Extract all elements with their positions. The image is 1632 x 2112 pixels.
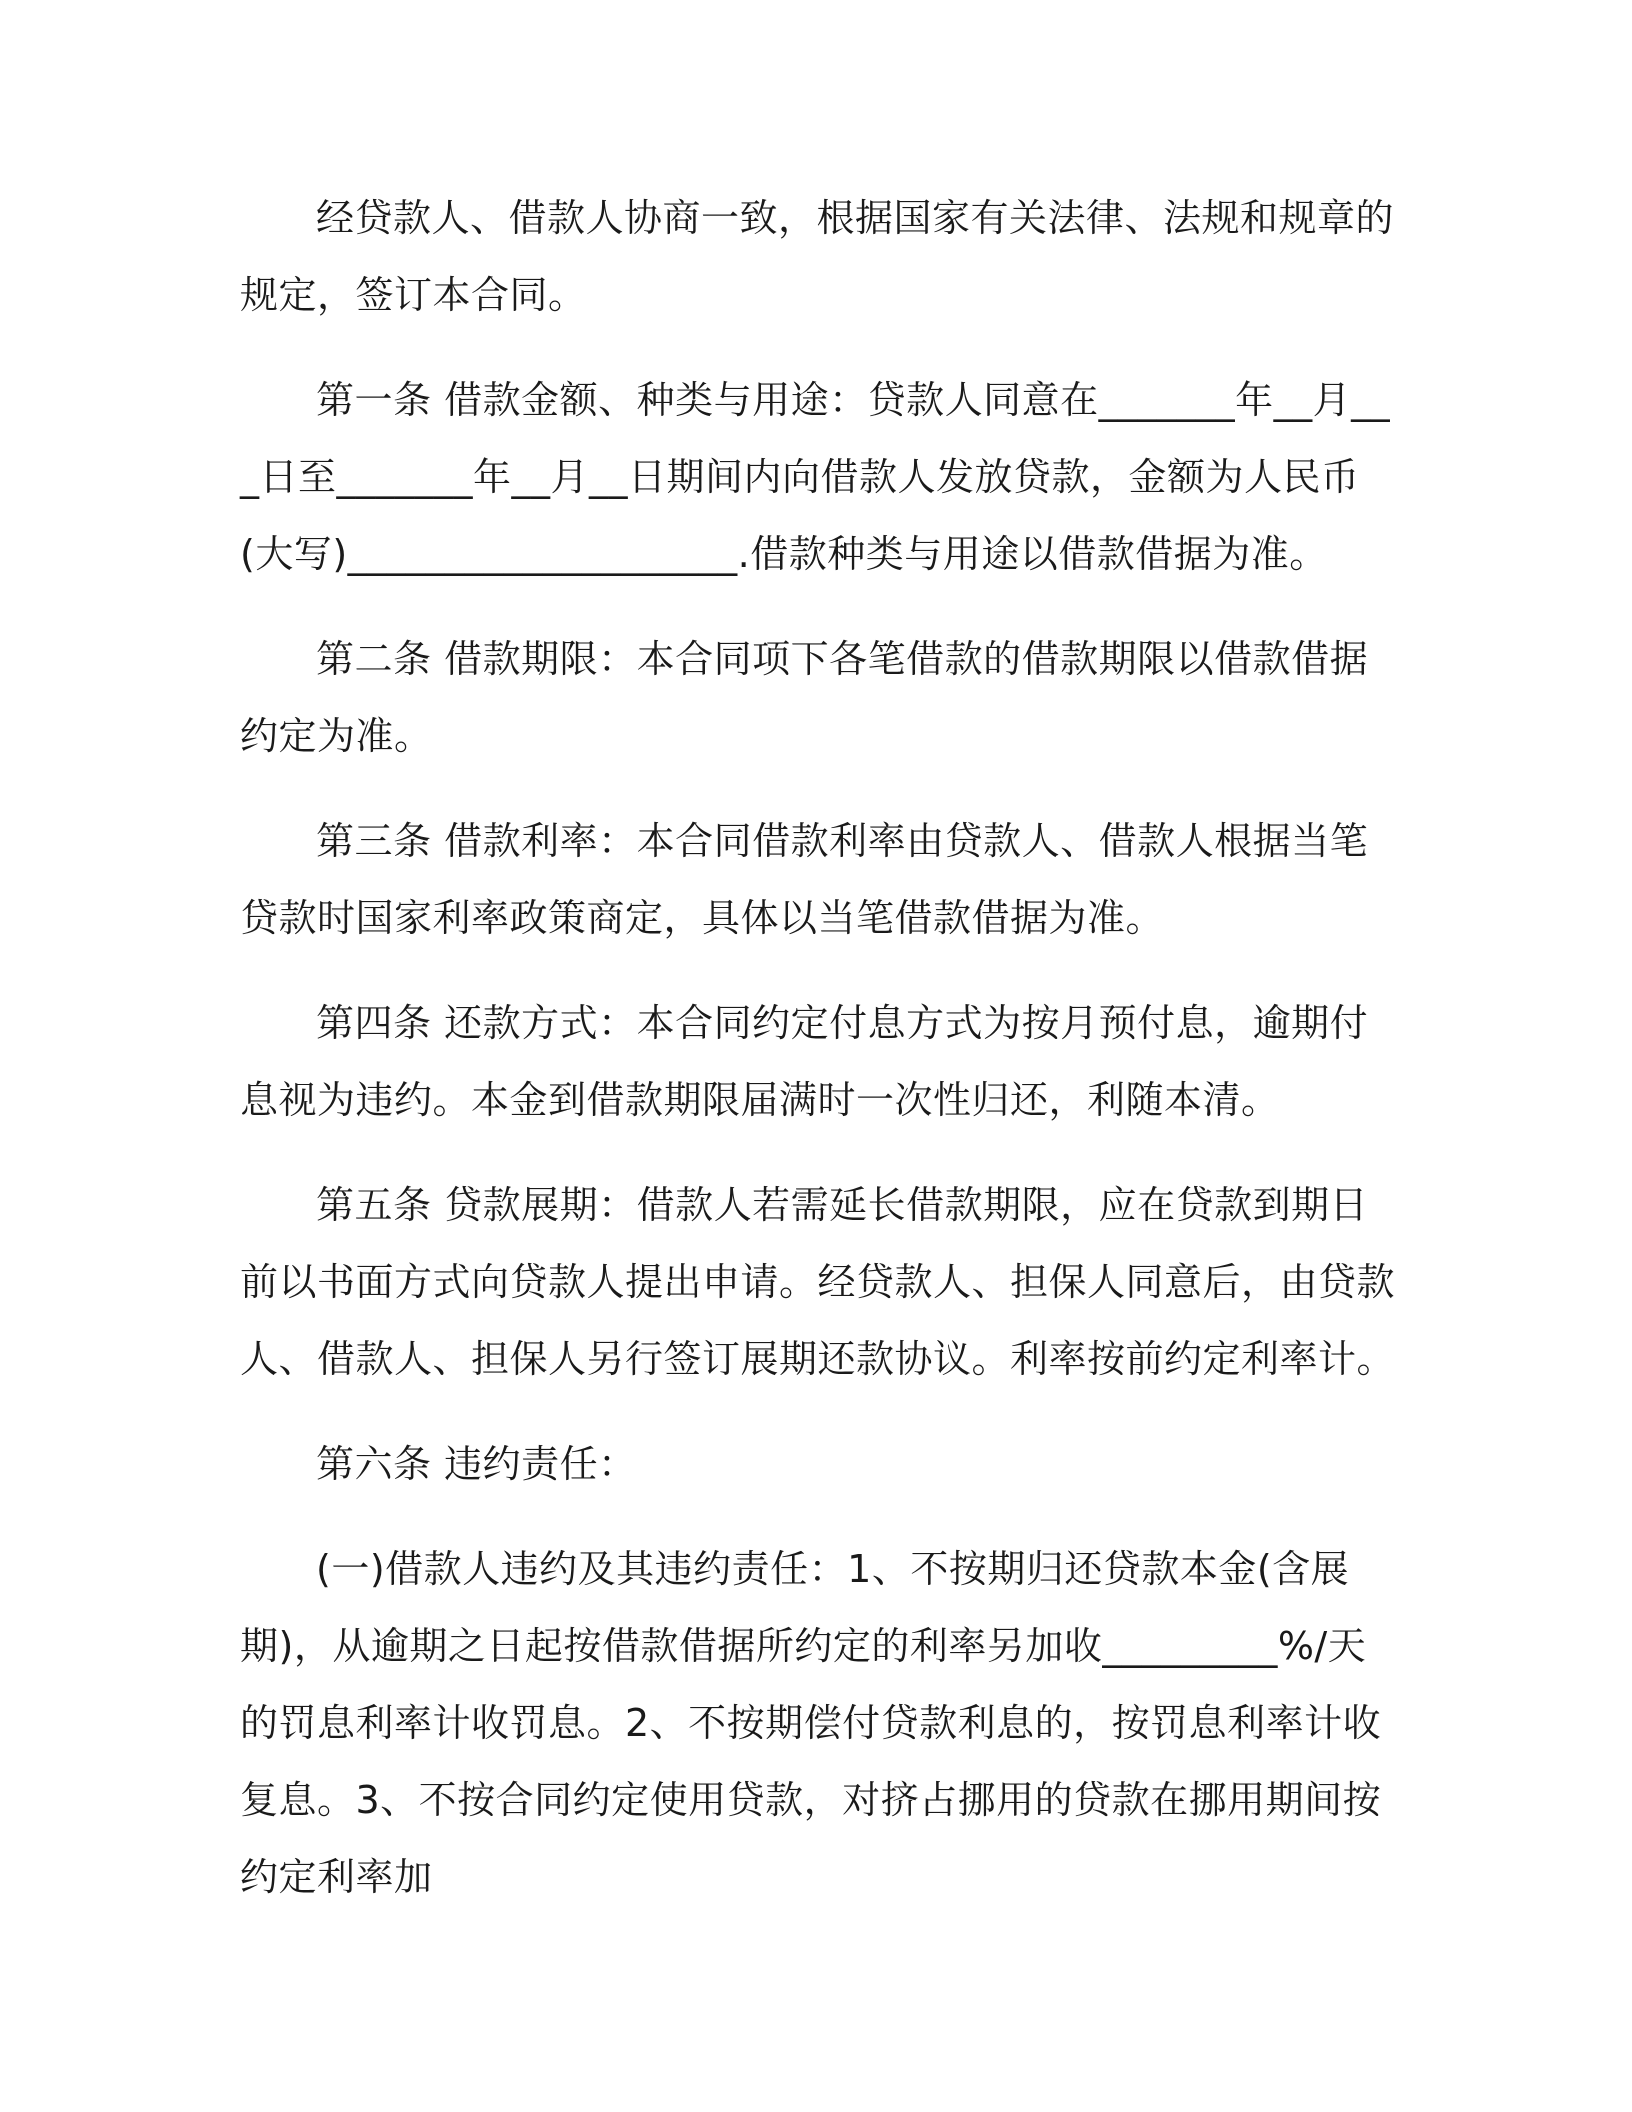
paragraph-article-4: 第四条 还款方式：本合同约定付息方式为按月预付息，逾期付息视为违约。本金到借款期限届满时一次性归还，利随本清。 (240, 1001, 1369, 1122)
paragraph-article-2: 第二条 借款期限：本合同项下各笔借款的借款期限以借款借据约定为准。 (240, 637, 1369, 758)
document-body (240, 180, 1400, 1944)
paragraph-article-6: 第六条 违约责任： (316, 1442, 637, 1486)
paragraph-article-5: 第五条 贷款展期：借款人若需延长借款期限，应在贷款到期日前以书面方式向贷款人提出申请。经贷款人、担保人同意后，由贷款人、借款人、担保人另行签订展期还款协议。利率按前约定利率计。 (240, 1183, 1396, 1381)
paragraph-article-6-item-1: (一)借款人违约及其违约责任：1、不按期归还贷款本金(含展期)，从逾期之日起按借款借据所约定的利率另加收_________%/天的罚息利率计收罚息。2、不按期偿付贷款利息的，按罚息利率计收复息。3、不按合同约定使用贷款，对挤占挪用的贷款在挪用期间按约定利率加 (240, 1547, 1382, 1899)
paragraph-preamble: 经贷款人、借款人协商一致，根据国家有关法律、法规和规章的规定，签订本合同。 (240, 196, 1395, 317)
paragraph-article-3: 第三条 借款利率：本合同借款利率由贷款人、借款人根据当笔贷款时国家利率政策商定，具体以当笔借款借据为准。 (240, 819, 1369, 940)
paragraph-article-1: 第一条 借款金额、种类与用途：贷款人同意在_______年__月___日至_______年__月__日期间内向借款人发放贷款，金额为人民币(大写)____________________.借款种类与用途以借款借据为准。 (240, 378, 1391, 576)
